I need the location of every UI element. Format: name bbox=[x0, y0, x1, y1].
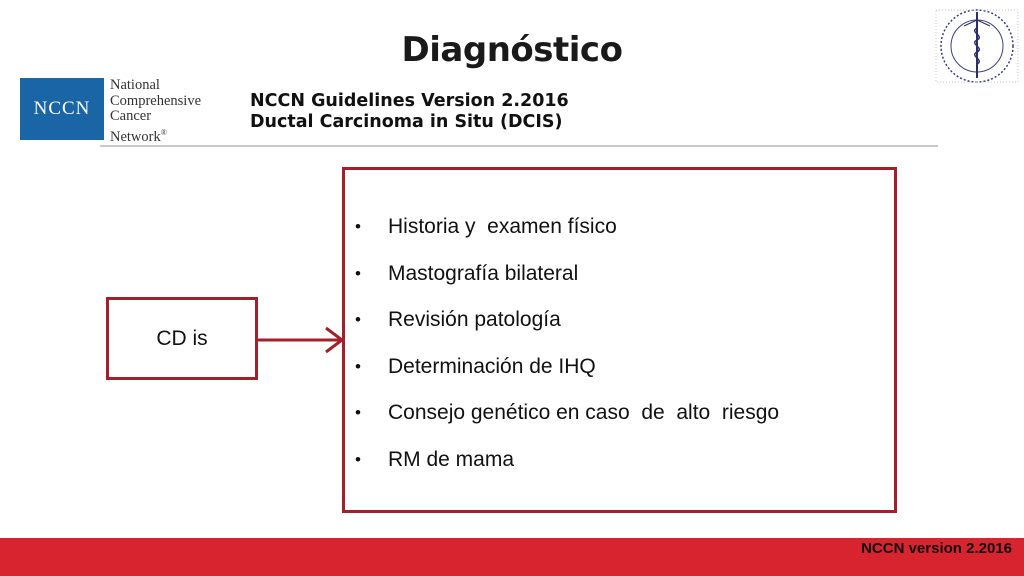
list-item bbox=[355, 448, 779, 495]
footer-caption: NCCN version 2.2016 bbox=[861, 540, 1012, 557]
bullet: • bbox=[355, 403, 361, 422]
guideline-version: NCCN Guidelines Version 2.2016 bbox=[250, 91, 569, 111]
org-line: Network® bbox=[110, 127, 167, 145]
header-divider bbox=[100, 145, 938, 147]
list-item bbox=[355, 215, 779, 262]
list-item-text: Determinación de IHQ bbox=[388, 354, 596, 378]
registered-mark: ® bbox=[160, 127, 167, 137]
bullet: • bbox=[355, 449, 361, 469]
org-line: National bbox=[110, 77, 160, 93]
bullet: • bbox=[355, 263, 361, 283]
bullet: • bbox=[355, 310, 361, 329]
list-item bbox=[355, 262, 779, 309]
nccn-organization-name bbox=[110, 78, 201, 145]
list-item-text: Consejo genético en caso de alto riesgo bbox=[388, 401, 780, 424]
bullet: • bbox=[355, 356, 361, 376]
arrow-right-icon bbox=[258, 320, 348, 360]
source-label: CD is bbox=[156, 326, 208, 350]
list-item-text: Historia y examen físico bbox=[388, 215, 617, 238]
diagnostic-steps-box bbox=[342, 167, 897, 513]
slide-title: Diagnóstico bbox=[401, 30, 623, 70]
list-item-text: Revisión patología bbox=[388, 308, 561, 331]
list-item bbox=[355, 308, 779, 355]
list-item-text: Mastografía bilateral bbox=[388, 261, 579, 285]
org-line: Comprehensive bbox=[110, 92, 202, 109]
list-item bbox=[355, 401, 779, 448]
nccn-logo: NCCN bbox=[20, 78, 104, 140]
guideline-heading bbox=[250, 91, 569, 133]
list-item-text: RM de mama bbox=[388, 447, 515, 471]
list-item bbox=[355, 355, 779, 402]
bullet: • bbox=[355, 217, 361, 236]
source-box bbox=[106, 297, 258, 380]
guideline-topic: Ductal Carcinoma in Situ (DCIS) bbox=[250, 112, 563, 132]
org-line: Cancer bbox=[110, 108, 152, 124]
diagnostic-steps-list bbox=[355, 215, 779, 494]
institution-seal-icon bbox=[934, 6, 1020, 86]
